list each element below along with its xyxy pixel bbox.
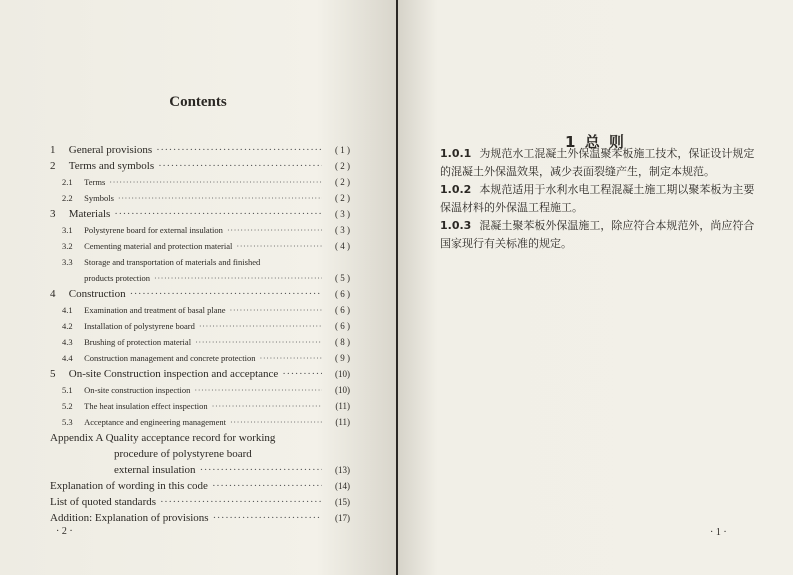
entry-number: 3.2 <box>62 241 73 251</box>
entry-page: ( 6 ) <box>335 321 350 331</box>
entry-label: Cementing material and protection material <box>84 241 233 251</box>
entry-label: Polystyrene board for external insulation <box>84 225 223 235</box>
entry-label: Acceptance and engineering management <box>84 417 226 427</box>
entry-page: (14) <box>335 481 350 491</box>
entry-page: ( 9 ) <box>335 353 350 363</box>
toc-entry <box>50 286 350 302</box>
dot-leader <box>109 174 322 190</box>
entry-page: ( 3 ) <box>335 209 350 219</box>
dot-leader <box>158 158 322 174</box>
toc-entry <box>50 350 350 366</box>
entry-number: 2.2 <box>62 193 73 203</box>
entry-page: ( 6 ) <box>335 289 350 299</box>
page-number: · 2 · <box>56 526 73 537</box>
appendix-label: Appendix A Quality acceptance record for working <box>50 432 276 444</box>
appendix-label-cont: external insulation <box>114 464 196 476</box>
entry-label: On-site Construction inspection and acceptance <box>68 368 279 380</box>
dot-leader <box>194 382 322 398</box>
entry-number: 4.3 <box>62 337 73 347</box>
entry-label: Construction <box>68 288 126 300</box>
dot-leader <box>230 302 322 318</box>
entry-label: On-site construction inspection <box>84 385 191 395</box>
entry-page: ( 6 ) <box>335 305 350 315</box>
toc-entry <box>50 366 350 382</box>
entry-number: 4.2 <box>62 321 73 331</box>
dot-leader <box>230 414 322 430</box>
entry-number: 3.3 <box>62 257 73 267</box>
toc-entry <box>50 334 350 350</box>
dot-leader <box>195 334 322 350</box>
toc-entry <box>50 174 350 190</box>
dot-leader <box>213 510 322 526</box>
entry-label: Examination and treatment of basal plane <box>84 305 226 315</box>
dot-leader <box>236 238 322 254</box>
dot-leader <box>212 398 322 414</box>
dot-leader <box>227 222 322 238</box>
dot-leader <box>156 142 322 158</box>
toc-entry <box>50 238 350 254</box>
entry-number: 5.1 <box>62 385 73 395</box>
entry-number: 5 <box>50 368 56 380</box>
entry-label: Explanation of wording in this code <box>50 480 208 492</box>
entry-label: Storage and transportation of materials and finished <box>84 257 261 267</box>
entry-label: Symbols <box>84 193 114 203</box>
entry-page: ( 4 ) <box>335 241 350 251</box>
entry-number: 5.2 <box>62 401 73 411</box>
entry-page: (11) <box>335 401 350 411</box>
entry-label: Materials <box>68 208 111 220</box>
entry-page: ( 1 ) <box>335 145 350 155</box>
toc-appendix-cont <box>50 462 350 478</box>
entry-number: 5.3 <box>62 417 73 427</box>
toc-appendix <box>50 430 350 446</box>
entry-page: (15) <box>335 497 350 507</box>
entry-page: ( 8 ) <box>335 337 350 347</box>
toc-entry <box>50 398 350 414</box>
entry-number: 4 <box>50 288 56 300</box>
clause-number: 1.0.1 <box>440 147 472 160</box>
toc-entry <box>50 510 350 526</box>
chapter-body <box>440 145 762 253</box>
entry-number: 3 <box>50 208 56 220</box>
dot-leader <box>160 494 322 510</box>
dot-leader <box>118 190 322 206</box>
toc-entry <box>50 142 350 158</box>
clause <box>440 145 762 181</box>
toc-entry <box>50 302 350 318</box>
dot-leader <box>259 350 322 366</box>
toc-entry <box>50 190 350 206</box>
entry-number: 2 <box>50 160 56 172</box>
entry-page: ( 3 ) <box>335 225 350 235</box>
entry-label: Construction management and concrete protection <box>84 353 256 363</box>
left-page <box>0 0 396 575</box>
entry-label-cont: products protection <box>84 273 150 283</box>
entry-label: Addition: Explanation of provisions <box>50 512 209 524</box>
dot-leader <box>130 286 322 302</box>
toc-entry <box>50 254 350 270</box>
entry-label: List of quoted standards <box>50 496 157 508</box>
dot-leader <box>154 270 322 286</box>
entry-page: (13) <box>335 465 350 475</box>
entry-number: 1 <box>50 144 56 156</box>
entry-page: ( 2 ) <box>335 161 350 171</box>
entry-page: ( 2 ) <box>335 193 350 203</box>
entry-page: ( 5 ) <box>335 273 350 283</box>
appendix-label-cont: procedure of polystyrene board <box>114 448 252 460</box>
page-number: · 1 · <box>710 527 727 538</box>
right-page <box>398 0 793 575</box>
dot-leader <box>114 206 322 222</box>
entry-number: 4.1 <box>62 305 73 315</box>
toc-entry <box>50 158 350 174</box>
clause-text: 混凝土聚苯板外保温施工，除应符合本规范外，尚应符合国家现行有关标准的规定。 <box>440 219 755 250</box>
entry-page: ( 2 ) <box>335 177 350 187</box>
entry-label: The heat insulation effect inspection <box>84 401 208 411</box>
table-of-contents <box>50 142 350 526</box>
clause-number: 1.0.3 <box>440 219 472 232</box>
entry-page: (10) <box>335 369 350 379</box>
dot-leader <box>200 462 322 478</box>
clause <box>440 217 762 253</box>
entry-label: Installation of polystyrene board <box>84 321 195 331</box>
toc-entry <box>50 222 350 238</box>
entry-label: Terms and symbols <box>68 160 155 172</box>
toc-entry <box>50 494 350 510</box>
dot-leader <box>282 366 322 382</box>
clause-text: 本规范适用于水利水电工程混凝土施工期以聚苯板为主要保温材料的外保温工程施工。 <box>440 183 755 214</box>
entry-label: Terms <box>84 177 106 187</box>
entry-number: 4.4 <box>62 353 73 363</box>
toc-entry <box>50 414 350 430</box>
entry-page: (11) <box>335 417 350 427</box>
chapter-heading: 1 总 则 <box>565 133 626 151</box>
entry-label: General provisions <box>68 144 153 156</box>
clause-text: 为规范水工混凝土外保温聚苯板施工技术，保证设计规定的混凝土外保温效果，减少表面裂缝产生，制定本规范。 <box>440 147 755 178</box>
toc-entry <box>50 382 350 398</box>
dot-leader <box>212 478 322 494</box>
entry-label: Brushing of protection material <box>84 337 192 347</box>
entry-page: (17) <box>335 513 350 523</box>
dot-leader <box>199 318 322 334</box>
toc-entry <box>50 206 350 222</box>
entry-page: (10) <box>335 385 350 395</box>
clause <box>440 181 762 217</box>
contents-title: Contents <box>169 94 227 110</box>
entry-number: 2.1 <box>62 177 73 187</box>
toc-entry <box>50 478 350 494</box>
entry-number: 3.1 <box>62 225 73 235</box>
toc-entry-cont <box>50 270 350 286</box>
toc-appendix-cont <box>50 446 350 462</box>
toc-entry <box>50 318 350 334</box>
clause-number: 1.0.2 <box>440 183 472 196</box>
